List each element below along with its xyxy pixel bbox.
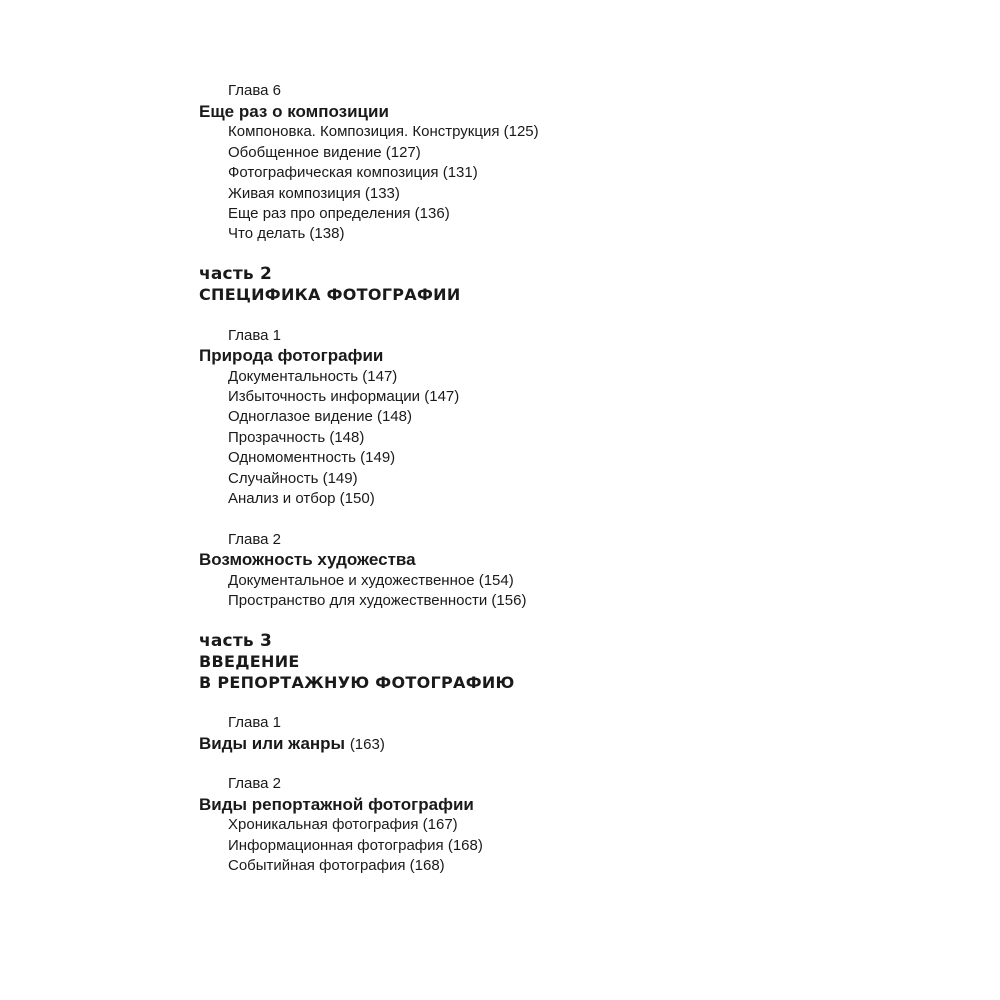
- toc-item: Документальность (147): [228, 368, 398, 385]
- toc-item: Одноглазое видение (148): [228, 408, 412, 425]
- toc-item: Что делать (138): [228, 225, 345, 242]
- toc-item: Прозрачность (148): [228, 429, 365, 446]
- part-label: часть 3: [199, 631, 272, 651]
- toc-item: Хроникальная фотография (167): [228, 816, 458, 833]
- chapter-title: Природа фотографии: [199, 346, 384, 365]
- part-label: часть 2: [199, 264, 272, 284]
- toc-item: Событийная фотография (168): [228, 857, 445, 874]
- toc-item: Компоновка. Композиция. Конструкция (125): [228, 123, 539, 140]
- chapter-title: Виды репортажной фотографии: [199, 795, 474, 814]
- chapter-label: Глава 2: [228, 775, 282, 792]
- chapter-title: Возможность художества: [199, 550, 416, 569]
- toc-item: Пространство для художественности (156): [228, 592, 527, 609]
- toc-item: Фотографическая композиция (131): [228, 164, 478, 181]
- toc-item: Избыточность информации (147): [228, 388, 460, 405]
- toc-item: Информационная фотография (168): [228, 837, 483, 854]
- chapter-title: [199, 734, 385, 755]
- toc-item: Еще раз про определения (136): [228, 205, 450, 222]
- chapter-label: Глава 6: [228, 82, 282, 99]
- part-title: СПЕЦИФИКА ФОТОГРАФИИ: [199, 285, 461, 304]
- chapter-title: Еще раз о композиции: [199, 102, 389, 121]
- chapter-page-number: (163): [349, 736, 385, 753]
- toc-item: Живая композиция (133): [228, 185, 400, 202]
- chapter-label: Глава 2: [228, 531, 282, 548]
- toc-item: Обобщенное видение (127): [228, 144, 421, 161]
- part-title-line1: ВВЕДЕНИЕ: [199, 652, 300, 671]
- part-title-line2: В РЕПОРТАЖНУЮ ФОТОГРАФИЮ: [199, 673, 515, 692]
- chapter-title-text: Виды или жанры: [199, 734, 346, 753]
- toc-item: Случайность (149): [228, 470, 358, 487]
- chapter-label: Глава 1: [228, 714, 282, 731]
- toc-item: Одномоментность (149): [228, 449, 396, 466]
- toc-item: Документальное и художественное (154): [228, 572, 514, 589]
- toc-item: Анализ и отбор (150): [228, 490, 375, 507]
- chapter-label: Глава 1: [228, 327, 282, 344]
